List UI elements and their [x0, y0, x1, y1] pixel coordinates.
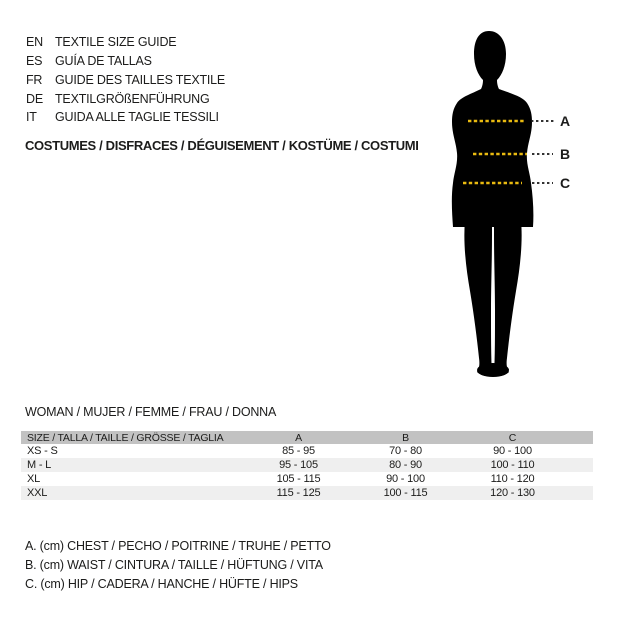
language-code: EN — [26, 35, 43, 50]
language-code: IT — [26, 110, 37, 125]
col-b-header: B — [352, 431, 459, 444]
measure-label-a: A — [560, 113, 570, 129]
waist-range-cell: 100 - 115 — [352, 486, 459, 500]
hip-range-cell: 120 - 130 — [459, 486, 593, 500]
table-section-title: WOMAN / MUJER / FEMME / FRAU / DONNA — [25, 405, 277, 419]
language-code: FR — [26, 72, 43, 87]
language-code: ES — [26, 54, 43, 69]
hip-range-cell: 90 - 100 — [493, 445, 532, 457]
note-hip: C. (cm) HIP / CADERA / HANCHE / HÜFTE / HIPS — [25, 576, 298, 591]
size-column-header: SIZE / TALLA / TAILLE / GRÖSSE / TAGLIA — [21, 431, 245, 444]
waist-range-cell: 80 - 90 — [352, 458, 459, 472]
language-list — [26, 33, 225, 127]
language-row-en — [26, 33, 225, 52]
language-row-de — [26, 89, 225, 108]
woman-silhouette-icon — [425, 25, 590, 390]
chest-range-cell: 95 - 105 — [245, 458, 352, 472]
table-row-xl — [21, 472, 593, 486]
table-row-xxl — [21, 486, 593, 500]
hip-range-cell: 100 - 110 — [459, 458, 593, 472]
table-row-m-l — [21, 458, 593, 472]
language-label: GUIDE DES TAILLES TEXTILE — [55, 72, 226, 87]
col-c-header: C — [459, 431, 593, 444]
language-row-fr — [26, 71, 225, 90]
woman-silhouette-figure — [425, 25, 590, 390]
waist-range-cell: 90 - 100 — [386, 473, 425, 485]
measure-label-b: B — [560, 146, 570, 162]
chest-range-cell: 115 - 125 — [245, 486, 352, 500]
hip-range-cell: 110 - 120 — [490, 473, 535, 485]
language-label: GUIDA ALLE TAGLIE TESSILI — [55, 110, 219, 125]
note-waist: B. (cm) WAIST / CINTURA / TAILLE / HÜFTUNG / VITA — [25, 557, 323, 572]
size-table — [21, 431, 593, 500]
chest-range-cell: 105 - 115 — [276, 473, 321, 485]
feet-shape — [477, 363, 509, 377]
size-table-header-row — [21, 431, 593, 444]
language-label: GUÍA DE TALLAS — [55, 54, 152, 69]
language-label: TEXTILGRÖßENFÜHRUNG — [55, 91, 210, 106]
chest-range-cell: 85 - 95 — [282, 445, 315, 457]
measure-label-c: C — [560, 175, 570, 191]
waist-range-cell: 70 - 80 — [389, 445, 422, 457]
size-cell: XL — [27, 473, 41, 485]
size-cell: M - L — [21, 458, 245, 472]
measurement-notes — [25, 536, 331, 593]
category-heading: COSTUMES / DISFRACES / DÉGUISEMENT / KOSTÜME / COSTUMI — [25, 138, 419, 153]
col-a-header: A — [245, 431, 352, 444]
language-row-es — [26, 52, 225, 71]
note-chest: A. (cm) CHEST / PECHO / POITRINE / TRUHE / PETTO — [25, 538, 331, 553]
size-cell: XS - S — [27, 445, 58, 457]
table-row-xs-s — [21, 444, 593, 458]
language-code: DE — [26, 91, 43, 106]
language-row-it — [26, 108, 225, 127]
language-label: TEXTILE SIZE GUIDE — [55, 35, 177, 50]
size-cell: XXL — [21, 486, 245, 500]
